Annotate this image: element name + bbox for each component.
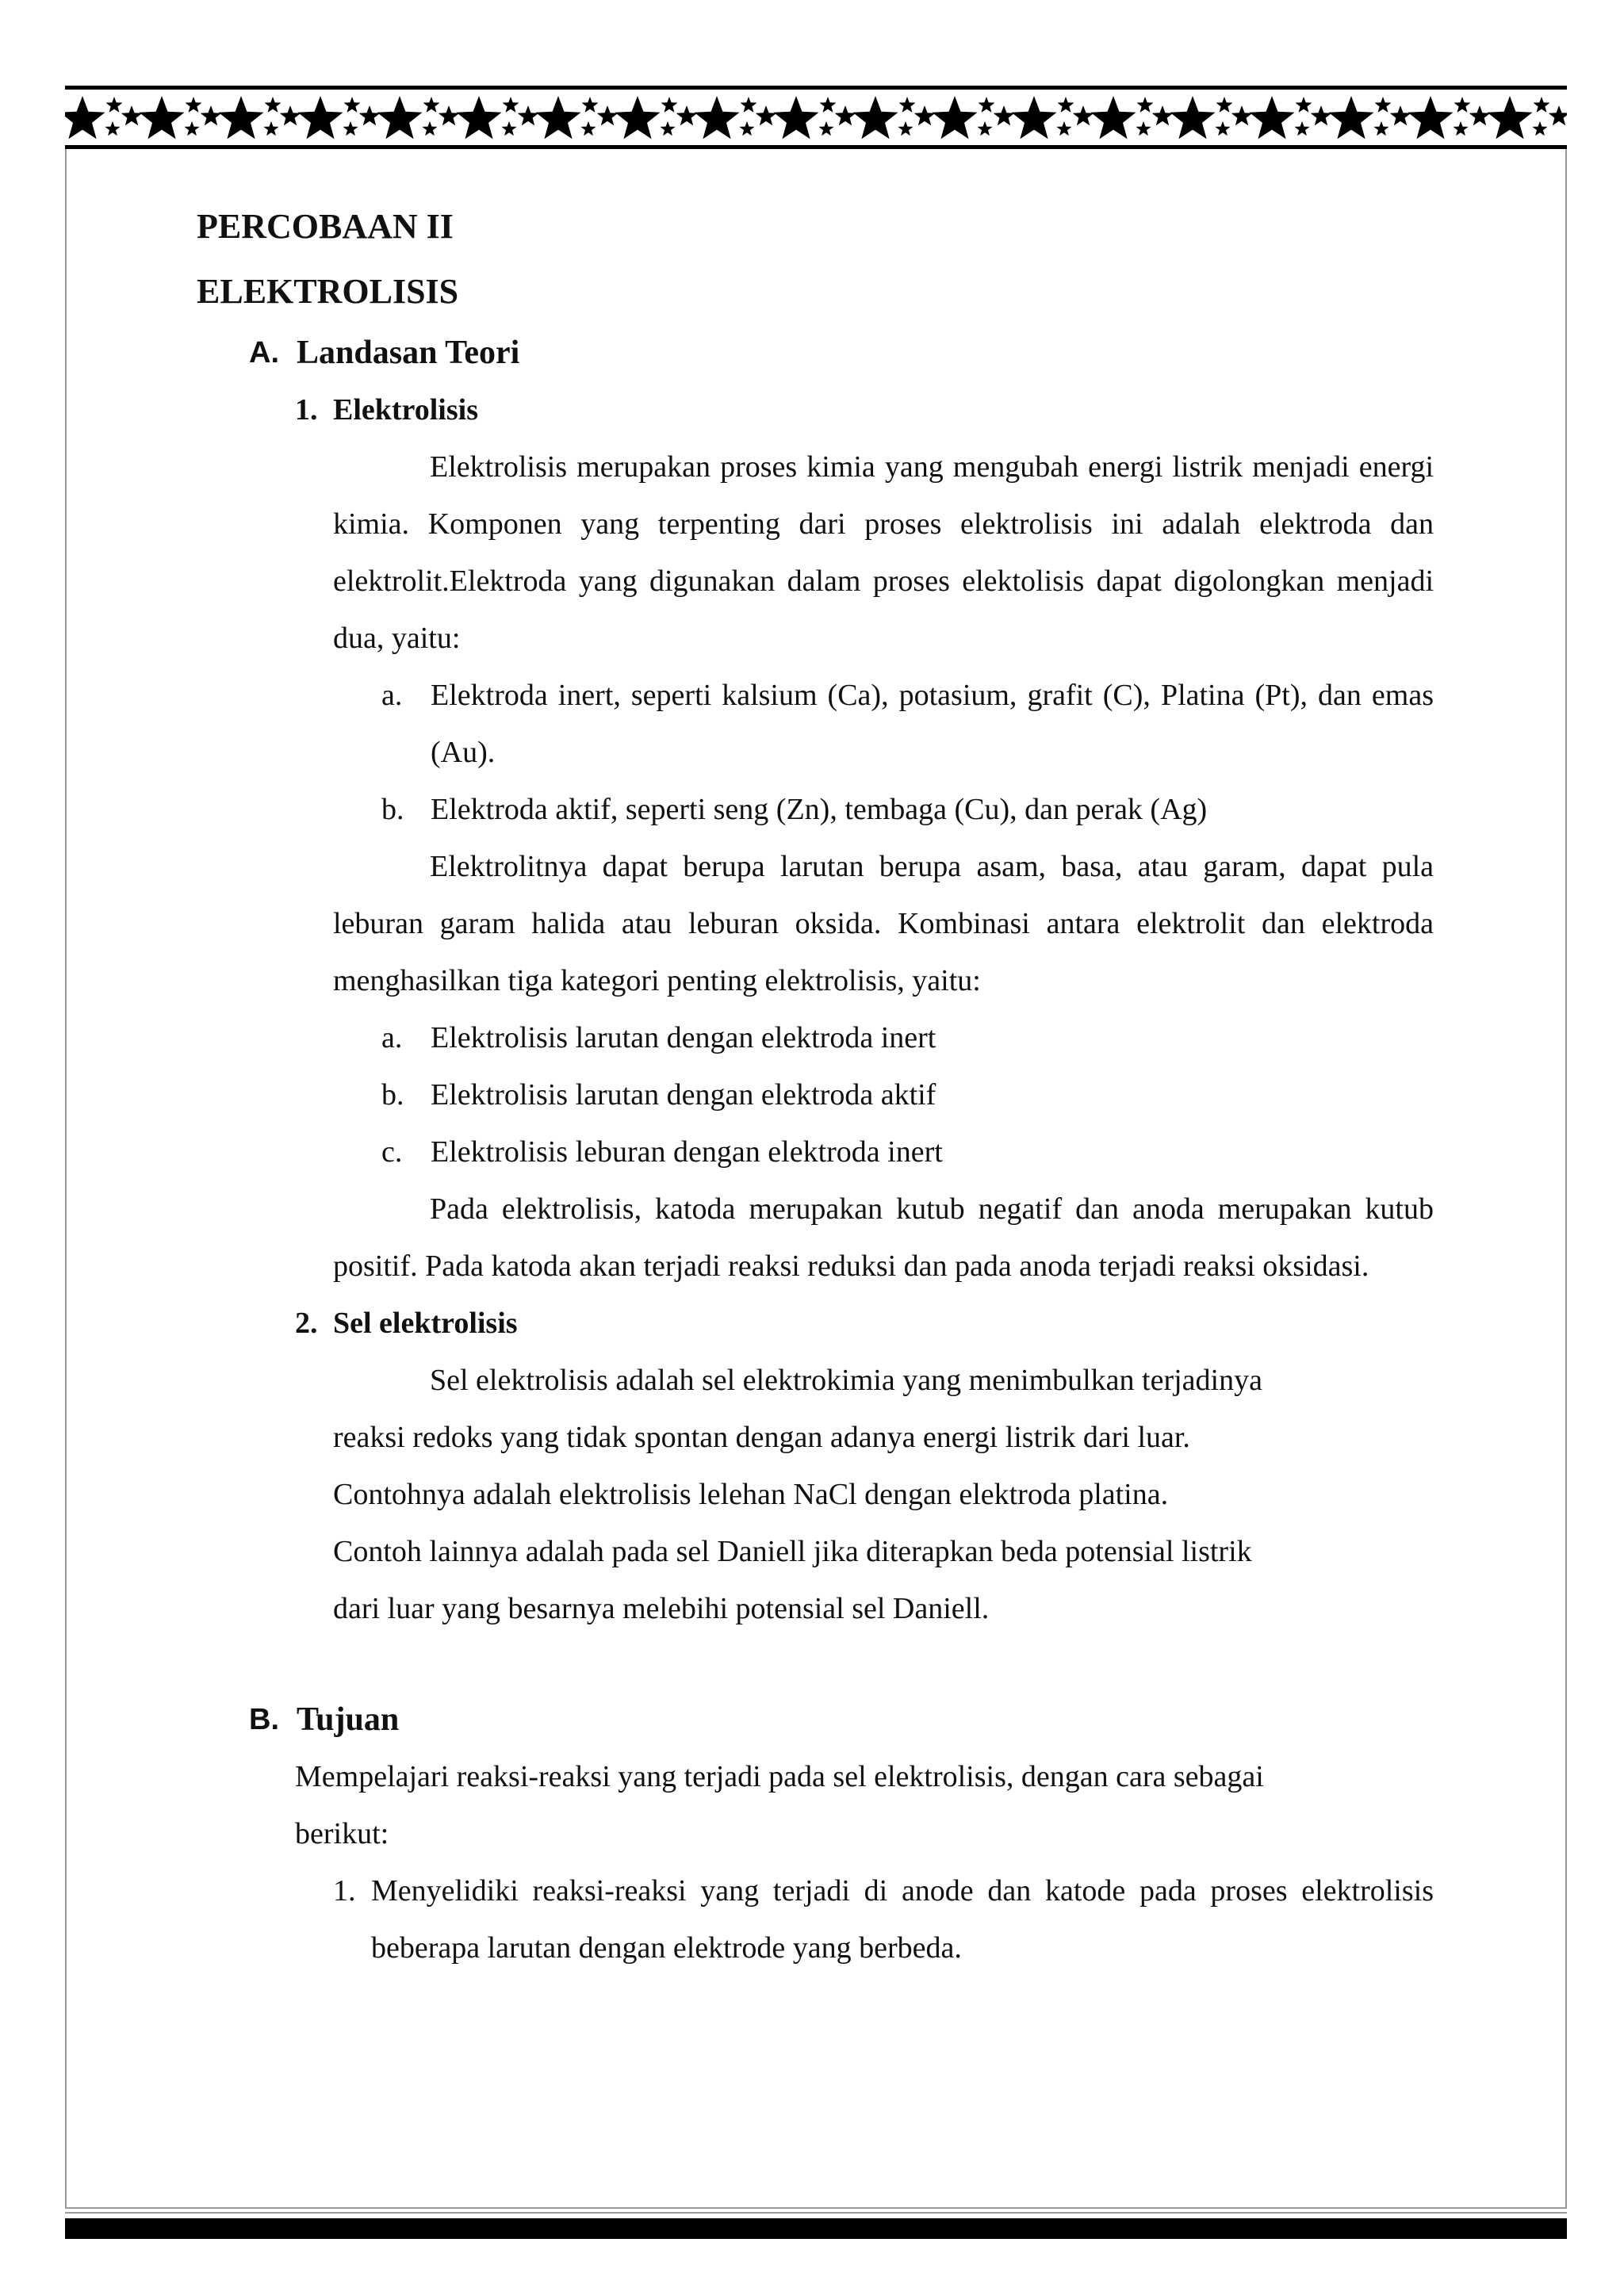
star-icon: [298, 96, 343, 139]
electrode-type-list: [381, 667, 1434, 838]
star-icon: [899, 97, 916, 113]
star-icon: [219, 96, 264, 139]
star-icon: [105, 121, 121, 136]
star-pattern: [65, 90, 1567, 145]
sel-line-1: Sel elektrolisis adalah sel elektrokimia yang menimbulkan terjadinya: [430, 1364, 1262, 1397]
document-title-line1: PERCOBAAN II: [197, 207, 454, 246]
star-icon: [1137, 97, 1154, 113]
list-item-label: c.: [381, 1135, 403, 1169]
tujuan-line-2: berikut:: [295, 1817, 389, 1850]
star-icon: [661, 97, 678, 113]
electrolysis-category-list: [381, 1009, 1434, 1181]
star-icon: [661, 121, 676, 136]
sel-line-2: reaksi redoks yang tidak spontan dengan adanya energi listrik dari luar.: [333, 1421, 1190, 1454]
subsection-1-number: 1.: [295, 393, 318, 427]
star-icon: [1216, 97, 1233, 113]
section-b-title: Tujuan: [297, 1701, 400, 1738]
star-icon: [423, 97, 440, 113]
star-icon: [1136, 121, 1151, 136]
star-icon: [994, 105, 1015, 125]
star-icon: [265, 97, 282, 113]
star-icon: [280, 105, 301, 125]
star-icon: [597, 105, 619, 125]
list-item-text: Elektrolisis larutan dengan elektroda aktif: [431, 1078, 936, 1112]
star-border-top: [65, 86, 1567, 149]
star-icon: [1057, 121, 1072, 136]
star-icon: [819, 121, 834, 136]
star-icon: [439, 105, 460, 125]
sel-line-4: Contoh lainnya adalah pada sel Daniell jika diterapkan beda potensial listrik: [333, 1535, 1252, 1568]
star-icon: [65, 96, 105, 139]
list-item: [381, 667, 1434, 781]
star-icon: [1231, 105, 1253, 125]
star-icon: [1454, 121, 1469, 136]
star-icon: [1533, 121, 1548, 136]
star-icon: [377, 96, 423, 139]
star-icon: [201, 105, 222, 125]
star-icon: [1488, 96, 1533, 139]
star-icon: [1375, 97, 1392, 113]
section-b-heading: [249, 1691, 1434, 1748]
star-icon: [740, 121, 755, 136]
star-icon: [978, 121, 993, 136]
star-icon: [1469, 105, 1491, 125]
star-icon: [676, 105, 698, 125]
star-icon: [741, 97, 757, 113]
star-icon: [581, 121, 596, 136]
star-icon: [1295, 121, 1310, 136]
bottom-border-bar: [65, 2218, 1567, 2239]
star-icon: [1534, 97, 1550, 113]
paragraph-elektrolisis-3: Pada elektrolisis, katoda merupakan kutub negatif dan anoda merupakan kutub positif. Pada katoda akan terjadi reaksi reduksi dan pada anoda terjadi reaksi oksidasi.: [333, 1192, 1434, 1283]
list-item-text: Elektrolisis larutan dengan elektroda inert: [431, 1021, 936, 1054]
list-item-text: Elektroda inert, seperti kalsium (Ca), potasium, grafit (C), Platina (Pt), dan emas (Au).: [431, 679, 1434, 769]
subsection-2-title: Sel elektrolisis: [333, 1307, 518, 1340]
subsection-2-number: 2.: [295, 1307, 318, 1340]
star-icon: [933, 96, 978, 139]
sel-line-5: dari luar yang besarnya melebihi potensial sel Daniell.: [333, 1592, 990, 1625]
star-icon: [264, 121, 279, 136]
list-item: [333, 1862, 1434, 1976]
document-body: [197, 194, 1434, 1976]
section-a-letter: A.: [249, 336, 279, 369]
star-icon: [121, 105, 143, 125]
star-icon: [518, 105, 539, 125]
paragraph-elektrolisis-2: Elektrolitnya dapat berupa larutan berupa asam, basa, atau garam, dapat pula leburan garam halida atau leburan oksida. Kombinasi antara elektrolit dan elektroda menghasilkan tiga kategori penting elektrolisis, yaitu:: [333, 850, 1434, 997]
star-icon: [1012, 96, 1057, 139]
subsection-1-heading: [295, 381, 1434, 438]
star-icon: [582, 97, 599, 113]
document-title-line2: ELEKTROLISIS: [197, 272, 459, 311]
star-icon: [344, 97, 361, 113]
list-item-label: a.: [381, 679, 403, 712]
star-icon: [914, 105, 936, 125]
star-icon: [343, 121, 358, 136]
section-spacer: [197, 1637, 1434, 1691]
star-icon: [1567, 96, 1568, 139]
list-item-label: 1.: [333, 1874, 356, 1908]
star-icon: [457, 96, 502, 139]
star-icon: [106, 97, 123, 113]
bottom-border-line: [65, 2207, 1567, 2209]
star-icon: [536, 96, 581, 139]
list-item: [381, 1009, 1434, 1066]
star-icon: [1073, 105, 1094, 125]
star-icon: [140, 96, 185, 139]
star-icon: [1296, 97, 1312, 113]
tujuan-list: [333, 1862, 1434, 1976]
star-icon: [835, 105, 856, 125]
list-item-text: Menyelidiki reaksi-reaksi yang terjadi di anode dan katode pada proses elektrolisis beberapa larutan dengan elektrode yang berbeda.: [371, 1874, 1434, 1965]
star-icon: [186, 97, 202, 113]
star-icon: [503, 97, 519, 113]
star-icon: [359, 105, 381, 125]
star-icon: [1329, 96, 1374, 139]
star-icon: [756, 105, 777, 125]
subsection-2-heading: [295, 1295, 1434, 1352]
star-icon: [898, 121, 914, 136]
list-item: [381, 781, 1434, 838]
bottom-border-line-2: [65, 2212, 1567, 2214]
list-item-text: Elektroda aktif, seperti seng (Zn), tembaga (Cu), dan perak (Ag): [431, 793, 1208, 826]
star-icon: [774, 96, 819, 139]
list-item: [381, 1123, 1434, 1181]
star-icon: [853, 96, 898, 139]
star-icon: [1408, 96, 1454, 139]
star-icon: [1374, 121, 1389, 136]
star-icon: [1549, 105, 1567, 125]
star-icon: [1390, 105, 1411, 125]
star-icon: [615, 96, 661, 139]
star-icon: [1152, 105, 1174, 125]
star-icon: [502, 121, 517, 136]
star-icon: [1454, 97, 1471, 113]
section-a-title: Landasan Teori: [297, 335, 520, 371]
star-icon: [820, 97, 837, 113]
list-item-label: b.: [381, 793, 404, 826]
star-icon: [1058, 97, 1074, 113]
star-icon: [185, 121, 200, 136]
list-item-label: a.: [381, 1021, 403, 1054]
subsection-1-title: Elektrolisis: [333, 393, 478, 427]
star-icon: [423, 121, 438, 136]
star-icon: [979, 97, 995, 113]
star-icon: [1311, 105, 1332, 125]
sel-line-3: Contohnya adalah elektrolisis lelehan NaCl dengan elektroda platina.: [333, 1478, 1169, 1511]
star-icon: [1091, 96, 1136, 139]
paragraph-elektrolisis-1: Elektrolisis merupakan proses kimia yang mengubah energi listrik menjadi energi kimia. Komponen yang terpenting dari proses elektrolisis ini adalah elektroda dan elektrolit.Elektroda yang digunakan dalam proses elektolisis dapat digolongkan menjadi dua, yaitu:: [333, 450, 1434, 655]
list-item-text: Elektrolisis leburan dengan elektroda inert: [431, 1135, 943, 1169]
list-item-label: b.: [381, 1078, 404, 1112]
list-item: [381, 1066, 1434, 1123]
star-icon: [1216, 121, 1231, 136]
tujuan-line-1: Mempelajari reaksi-reaksi yang terjadi pada sel elektrolisis, dengan cara sebagai: [295, 1760, 1264, 1793]
section-b-letter: B.: [249, 1703, 279, 1736]
star-icon: [1250, 96, 1295, 139]
section-a-heading: [249, 324, 1434, 381]
star-icon: [1170, 96, 1216, 139]
star-icon: [695, 96, 740, 139]
